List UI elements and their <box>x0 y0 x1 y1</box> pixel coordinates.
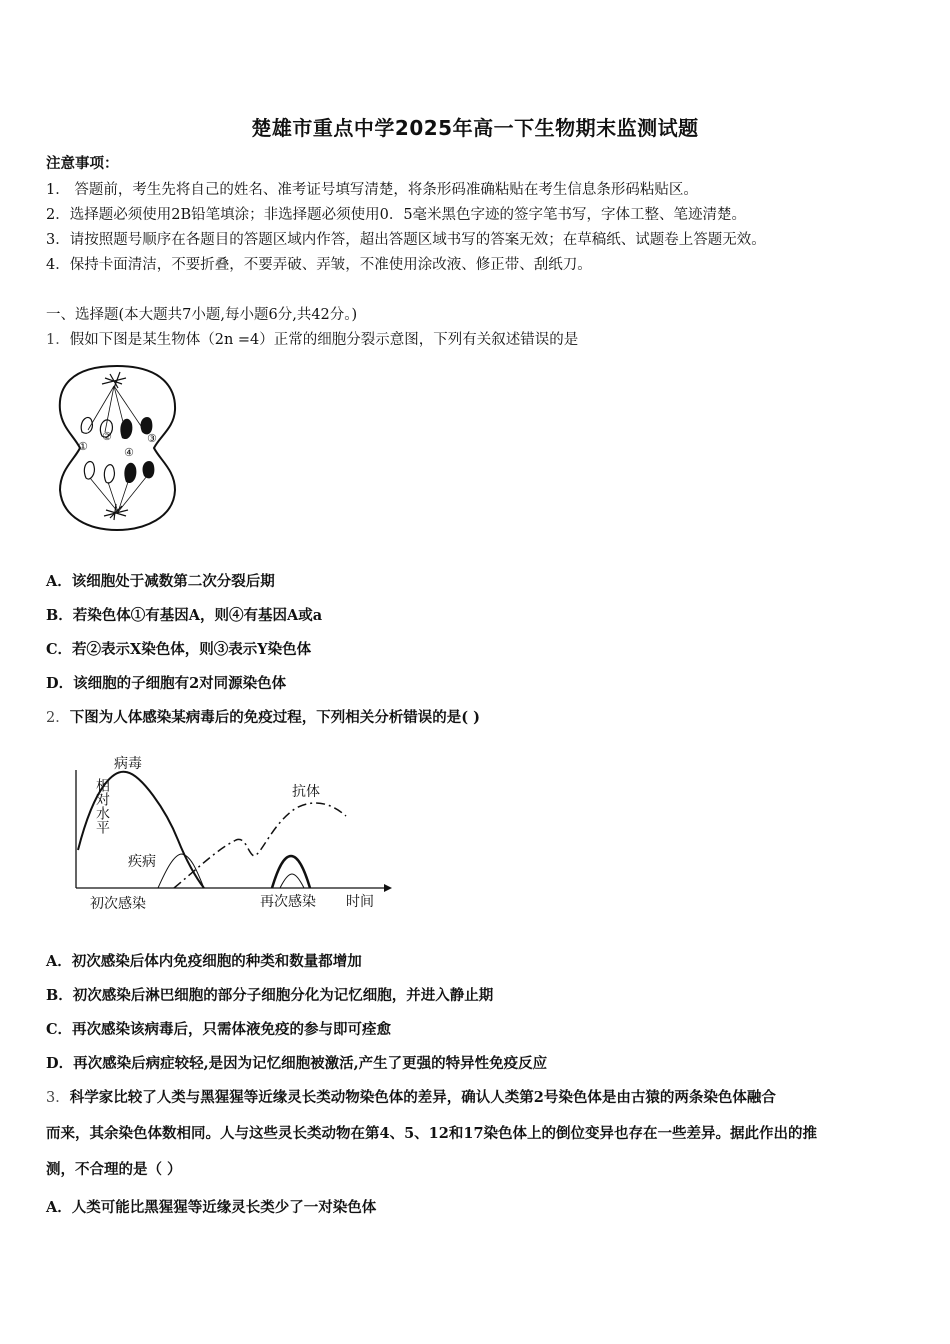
notice-item: 3．请按照题号顺序在各题目的答题区域内作答，超出答题区域书写的答案无效；在草稿纸、试题卷上答题无效。 <box>46 232 766 248</box>
spindle-pole-top <box>102 372 126 388</box>
chromosome-labels <box>78 430 157 459</box>
antibody-curve <box>174 803 346 888</box>
virus-curve-second <box>272 856 310 888</box>
question-2-stem <box>46 706 480 727</box>
label-1: ① <box>78 440 88 453</box>
notice-heading: 注意事项： <box>46 155 119 172</box>
q1-option-c: C．若②表示X染色体，则③表示Y染色体 <box>46 641 312 658</box>
virus-label: 病毒 <box>114 756 142 772</box>
cell-division-figure <box>50 360 185 535</box>
x-axis-arrow <box>384 884 392 892</box>
question-3-stem-line: 测，不合理的是（ ） <box>46 1161 182 1178</box>
q2-option-b: B．初次感染后淋巴细胞的部分子细胞分化为记忆细胞，并进入静止期 <box>46 987 494 1004</box>
immune-response-chart <box>46 750 396 915</box>
chromosomes-top <box>81 417 152 439</box>
page-title: 楚雄市重点中学2025年高一下生物期末监测试题 <box>251 116 699 140</box>
q3-option-a: A．人类可能比黑猩猩等近缘灵长类少了一对染色体 <box>46 1199 377 1216</box>
label-4: ④ <box>124 446 134 459</box>
q1-option-d: D．该细胞的子细胞有2对同源染色体 <box>46 675 287 692</box>
antibody-label: 抗体 <box>292 784 320 800</box>
q2-option-c: C．再次感染该病毒后，只需体液免疫的参与即可痊愈 <box>46 1021 392 1038</box>
question-text: 科学家比较了人类与黑猩猩等近缘灵长类动物染色体的差异，确认人类第2号染色体是由古猿的两条染色体融合 <box>69 1089 776 1106</box>
question-text: 下图为人体感染某病毒后的免疫过程，下列相关分析错误的是( ) <box>69 709 481 726</box>
notice-item: 4．保持卡面清洁，不要折叠，不要弄破、弄皱，不准使用涂改液、修正带、刮纸刀。 <box>46 257 592 273</box>
question-3-stem-line <box>46 1086 776 1107</box>
q1-option-b: B．若染色体①有基因A，则④有基因A或a <box>46 607 323 624</box>
question-text: 假如下图是某生物体（2n =4）正常的细胞分裂示意图，下列有关叙述错误的是 <box>69 332 579 348</box>
first-infection-label: 初次感染 <box>90 896 146 912</box>
q2-option-d: D．再次感染后病症较轻,是因为记忆细胞被激活,产生了更强的特异性免疫反应 <box>46 1055 548 1072</box>
spindle-pole-bottom <box>104 504 128 520</box>
question-number: 3． <box>46 1090 70 1106</box>
x-axis-label: 时间 <box>346 894 374 910</box>
y-axis-label: 相对水平 <box>54 778 110 794</box>
spindle-fibers-top <box>88 386 145 432</box>
section-heading: 一、选择题(本大题共7小题,每小题6分,共42分。) <box>46 307 358 323</box>
second-infection-label: 再次感染 <box>260 894 316 910</box>
question-3-stem-line: 而来，其余染色体数相同。人与这些灵长类动物在第4、5、12和17染色体上的倒位变异也存在一些差异。据此作出的推 <box>46 1125 818 1142</box>
q1-option-a: A．该细胞处于减数第二次分裂后期 <box>46 573 275 590</box>
disease-label: 疾病 <box>128 854 156 870</box>
question-number: 2． <box>46 710 70 726</box>
label-3: ③ <box>147 432 157 445</box>
notice-item: 2．选择题必须使用2B铅笔填涂；非选择题必须使用0．5毫米黑色字迹的签字笔书写，字体工整、笔迹清楚。 <box>46 207 747 223</box>
disease-curve-second <box>280 874 304 888</box>
notice-item: 1． 答题前，考生先将自己的姓名、准考证号填写清楚，将条形码准确粘贴在考生信息条形码粘贴区。 <box>46 182 698 198</box>
question-number: 1． <box>46 332 70 348</box>
question-1-stem <box>46 328 578 349</box>
q2-option-a: A．初次感染后体内免疫细胞的种类和数量都增加 <box>46 953 362 970</box>
spindle-fibers-bottom <box>90 476 147 512</box>
label-2: ② <box>102 430 112 443</box>
